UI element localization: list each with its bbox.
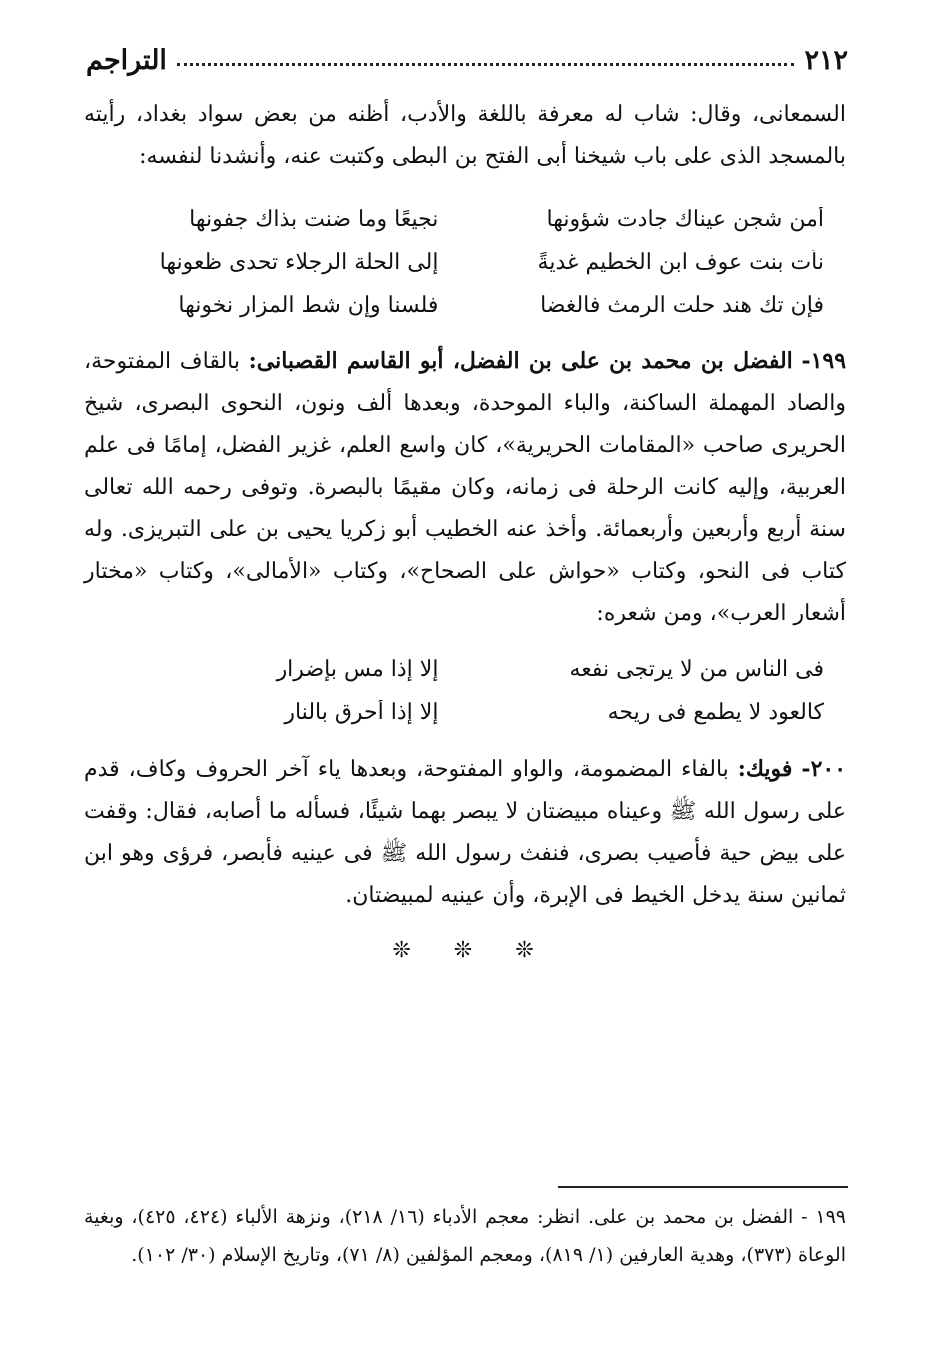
entry-number: ١٩٩-	[801, 348, 847, 374]
verse-first-half: نأت بنت عوف ابن الخطيم غديةً	[537, 250, 824, 275]
poem-2	[110, 648, 824, 734]
poem-verse	[110, 284, 824, 327]
page-number: ٢١٢	[804, 44, 848, 76]
footnote: ١٩٩ - الفضل بن محمد بن على. انظر: معجم الأدباء (١٦/ ٢١٨)، ونزهة الألباء (٤٢٤، ٤٢٥)، وبغية الوعاة (٣٧٣)، وهدية العارفين (١/ ٨١٩)، ومعجم المؤلفين (٨/ ٧١)، وتاريخ الإسلام (٣٠/ ١٠٢).	[84, 1206, 846, 1266]
verse-second-half: نجيعًا وما ضنت بذاك جفونها	[189, 207, 439, 232]
verse-first-half: فى الناس من لا يرتجى نفعه	[569, 657, 824, 682]
verse-second-half: فلسنا وإن شط المزار نخونها	[178, 293, 439, 318]
header-dotted-leader	[177, 63, 795, 66]
verse-second-half: إلا إذا مس بإضرار	[276, 657, 439, 682]
poem-verse	[110, 691, 824, 734]
poem-1	[110, 198, 824, 327]
verse-first-half: كالعود لا يطمع فى ريحه	[607, 700, 824, 725]
poem-verse	[110, 198, 824, 241]
verse-first-half: فإن تك هند حلت الرمث فالغضا	[540, 293, 824, 318]
entry-text: بالفاء المضمومة، والواو المفتوحة، وبعدها ياء آخر الحروف وكاف، قدم على رسول الله ﷺ وعيناه مبيضتان لا يبصر بهما شيئًا، فسأله ما أصابه، فقال: وقفت على بيض حية فأصيب بصرى، فنفث رسول الله ﷺ فى عينيه فأبصر، فرؤى وهو ابن ثمانين سنة يدخل الخيط فى الإبرة، وأن عينيه لمبيضتان.	[84, 757, 846, 908]
entry-text: بالقاف المفتوحة، والصاد المهملة الساكنة، والباء الموحدة، وبعدها ألف ونون، النحوى البصرى، شيخ الحريرى صاحب «المقامات الحريرية»، كان واسع العلم، غزير الفضل، إمامًا فى علم العربية، وإليه كانت الرحلة فى زمانه، وكان مقيمًا بالبصرة. وتوفى رحمه الله تعالى سنة أربع وأربعين وأربعمائة. وأخذ عنه الخطيب أبو زكريا يحيى بن على التبريزى. وله كتاب فى النحو، وكتاب «حواش على الصحاح»، وكتاب «الأمالى»، وكتاب «مختار أشعار العرب»، ومن شعره:	[84, 349, 846, 626]
entry-200	[84, 748, 846, 917]
page-header	[86, 38, 848, 82]
entry-name: فويك:	[737, 756, 793, 782]
footnote-rule	[558, 1186, 848, 1188]
section-separator: ❊ ❊ ❊	[392, 938, 552, 963]
verse-second-half: إلا إذا أحرق بالنار	[284, 700, 439, 725]
entry-199	[84, 340, 846, 635]
running-title: التراجم	[86, 44, 167, 76]
entry-name: الفضل بن محمد بن على بن الفضل، أبو القاسم القصبانى:	[248, 348, 793, 374]
poem-verse	[110, 648, 824, 691]
intro-paragraph: السمعانى، وقال: شاب له معرفة باللغة والأدب، أظنه من بعض سواد بغداد، رأيته بالمسجد الذى على باب شيخنا أبى الفتح بن البطى وكتبت عنه، وأنشدنا لنفسه:	[84, 102, 846, 169]
verse-second-half: إلى الحلة الرجلاء تحدى ظعونها	[159, 250, 439, 275]
poem-verse	[110, 241, 824, 284]
verse-first-half: أمن شجن عيناك جادت شؤونها	[546, 207, 824, 232]
entry-number: ٢٠٠-	[801, 756, 847, 782]
